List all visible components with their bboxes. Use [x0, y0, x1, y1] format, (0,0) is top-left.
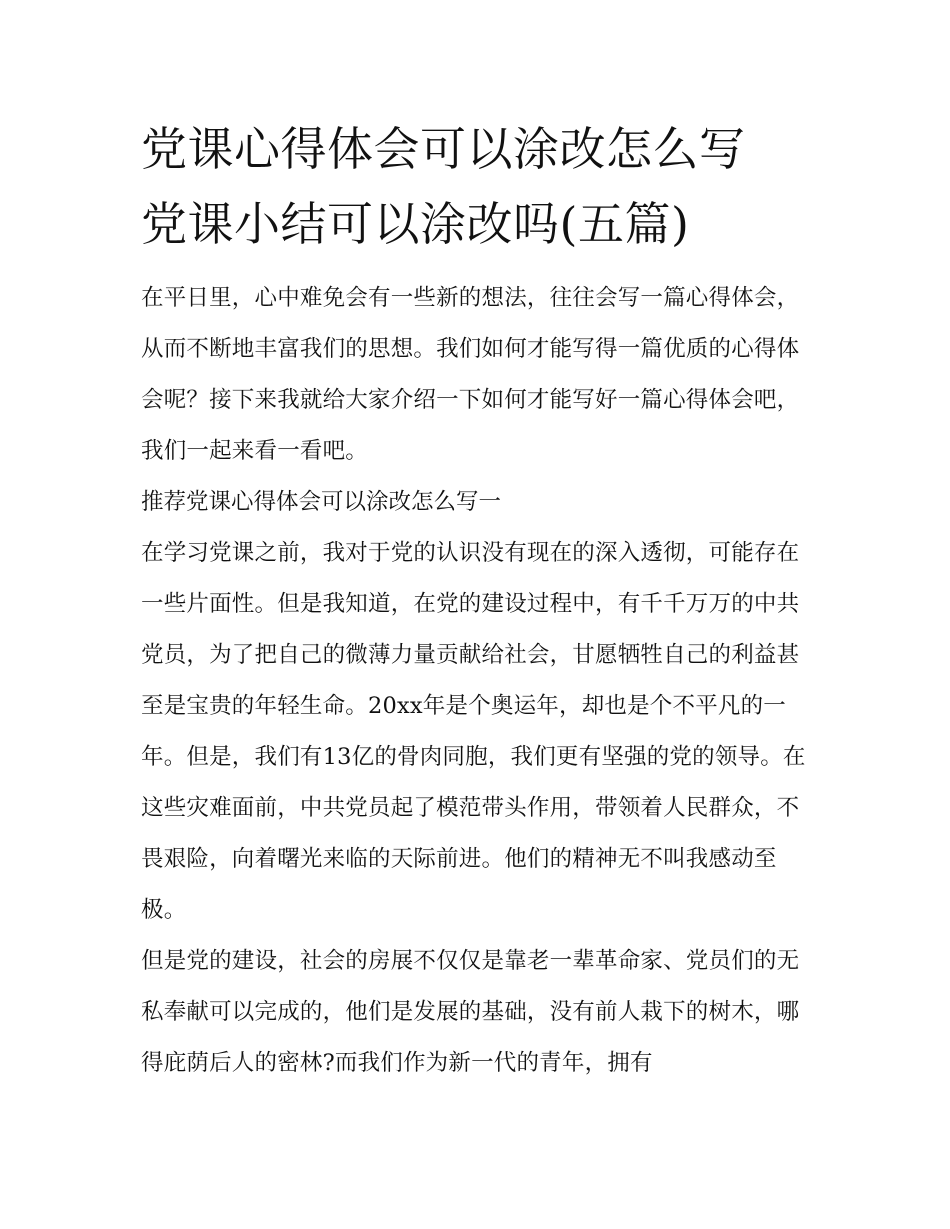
- section-heading: 推荐党课心得体会可以涂改怎么写一: [141, 489, 502, 515]
- document-title: [141, 112, 816, 262]
- title-line-1: 党课心得体会可以涂改怎么写: [141, 122, 746, 176]
- title-line-2: 党课小结可以涂改吗(五篇): [141, 197, 690, 251]
- body-paragraph-1: 在学习党课之前，我对于党的认识没有现在的深入透彻，可能存在一些片面性。但是我知道，在党的建设过程中，有千千万万的中共党员，为了把自己的微薄力量贡献给社会，甘愿牺牲自己的利益甚至是宝贵的年轻生命。20xx年是个奥运年，却也是个不平凡的一年。但是，我们有13亿的骨肉同胞，我们更有坚强的党的领导。在这些灾难面前，中共党员起了模范带头作用，带领着人民群众，不畏艰险，向着曙光来临的天际前进。他们的精神无不叫我感动至极。: [141, 540, 806, 923]
- intro-paragraph: 在平日里，心中难免会有一些新的想法，往往会写一篇心得体会，从而不断地丰富我们的思想。我们如何才能写得一篇优质的心得体会呢？接下来我就给大家介绍一下如何才能写好一篇心得体会吧，我们一起来看一看吧。: [141, 285, 800, 464]
- body-paragraph-2: 但是党的建设，社会的房展不仅仅是靠老一辈革命家、党员们的无私奉献可以完成的，他们是发展的基础，没有前人栽下的树木，哪得庇荫后人的密林?而我们作为新一代的青年，拥有: [141, 948, 800, 1076]
- document-page: [141, 112, 816, 1089]
